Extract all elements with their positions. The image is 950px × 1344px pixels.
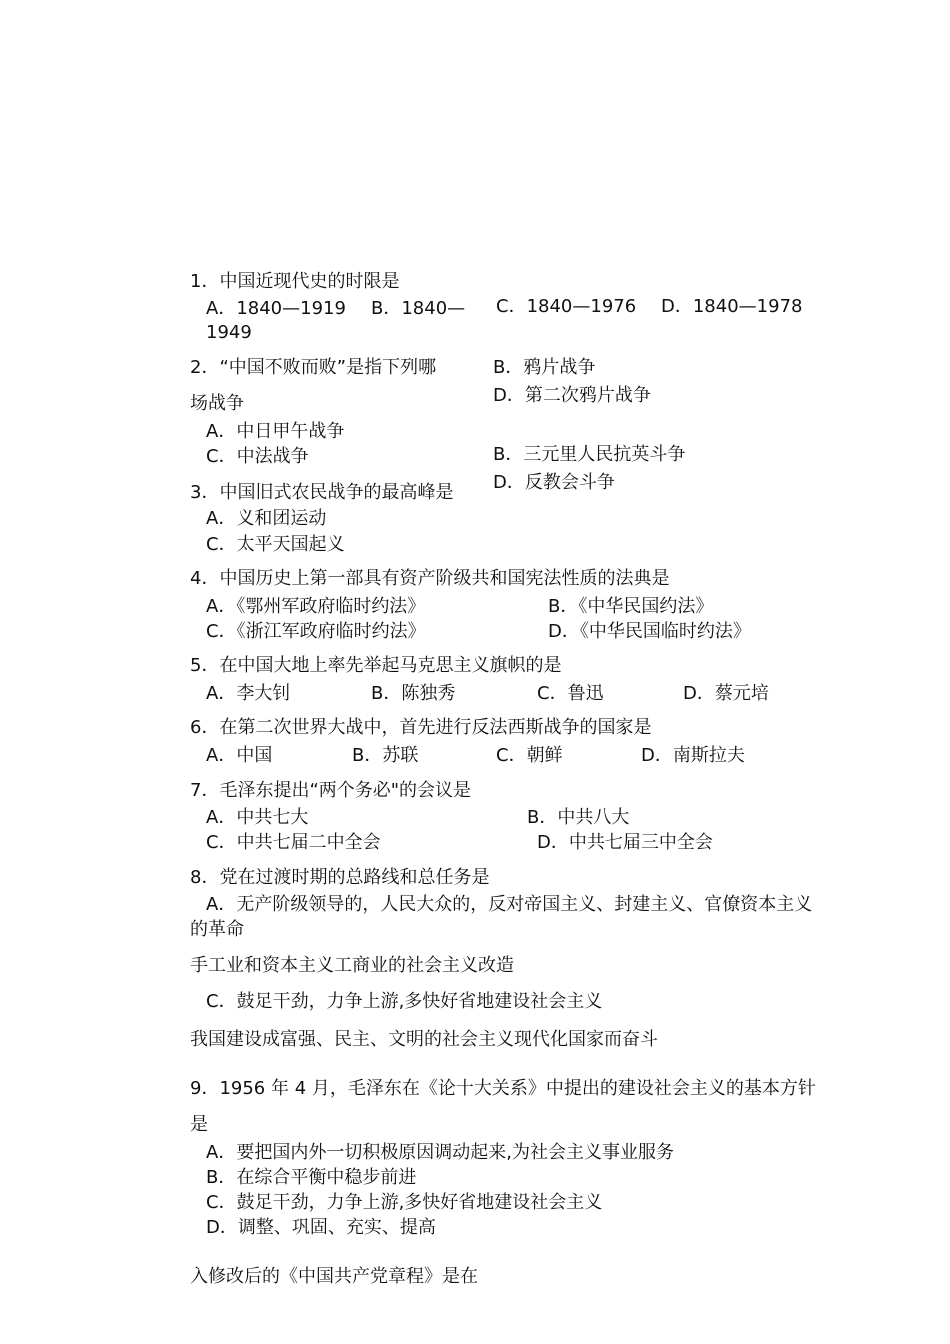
q2-option-c: C．中法战争 [206,446,309,467]
q4-option-a: A．《鄂州军政府临时约法》 [206,596,426,617]
q4-option-c: C．《浙江军政府临时约法》 [206,621,426,642]
q2-option-a: A．中日甲午战争 [206,421,345,442]
q1-option-b: B．1840— [371,298,466,319]
question-5-stem: 5．在中国大地上率先举起马克思主义旗帜的是 [190,655,562,676]
q3-option-b: B．三元里人民抗英斗争 [493,444,686,465]
question-8-stem: 8．党在过渡时期的总路线和总任务是 [190,867,490,888]
q5-option-c: C．鲁迅 [537,683,604,704]
q5-option-d: D．蔡元培 [683,683,769,704]
q7-option-d: D．中共七届三中全会 [537,832,713,853]
q8-option-a-continued: 的革命 [190,919,244,940]
q8-option-a: A．无产阶级领导的，人民大众的，反对帝国主义、封建主义、官僚资本主义 [206,894,813,915]
q6-option-c: C．朝鲜 [496,745,563,766]
q6-option-a: A．中国 [206,745,273,766]
q8-option-b-fragment: 手工业和资本主义工商业的社会主义改造 [190,955,514,976]
q1-option-c: C．1840—1976 [496,296,637,317]
q9-option-c: C．鼓足干劲，力争上游,多快好省地建设社会主义 [206,1192,603,1213]
q4-option-b: B．《中华民国约法》 [548,596,714,617]
question-6-stem: 6．在第二次世界大战中，首先进行反法西斯战争的国家是 [190,717,652,738]
q9-option-b: B．在综合平衡中稳步前进 [206,1167,417,1188]
question-10-stem-fragment: 入修改后的《中国共产党章程》是在 [190,1266,478,1287]
q7-option-b: B．中共八大 [527,807,630,828]
q3-option-c: C．太平天国起义 [206,534,345,555]
q1-option-d: D．1840—1978 [661,296,803,317]
q2-option-b: B．鸦片战争 [493,357,596,378]
question-3-stem: 3．中国旧式农民战争的最高峰是 [190,482,454,503]
question-9-stem: 9．1956 年 4 月，毛泽东在《论十大关系》中提出的建设社会主义的基本方针 [190,1078,816,1099]
q9-option-a: A．要把国内外一切积极原因调动起来,为社会主义事业服务 [206,1142,675,1163]
q6-option-d: D．南斯拉夫 [641,745,745,766]
q8-option-c: C．鼓足干劲，力争上游,多快好省地建设社会主义 [206,991,603,1012]
q7-option-a: A．中共七大 [206,807,309,828]
q9-option-d: D．调整、巩固、充实、提高 [206,1217,436,1238]
q5-option-b: B．陈独秀 [371,683,456,704]
q3-option-d: D．反教会斗争 [493,472,615,493]
question-2-stem-continued: 场战争 [190,393,244,414]
q8-option-d-fragment: 我国建设成富强、民主、文明的社会主义现代化国家而奋斗 [190,1029,658,1050]
question-4-stem: 4．中国历史上第一部具有资产阶级共和国宪法性质的法典是 [190,568,670,589]
q4-option-d: D．《中华民国临时约法》 [548,621,751,642]
q5-option-a: A．李大钊 [206,683,291,704]
q1-option-b-continued: 1949 [206,322,252,343]
question-7-stem: 7．毛泽东提出“两个务必"的会议是 [190,780,472,801]
question-1-stem: 1．中国近现代史的时限是 [190,271,400,292]
q2-option-d: D．第二次鸦片战争 [493,385,651,406]
question-9-stem-continued: 是 [190,1114,208,1135]
q1-option-a: A．1840—1919 [206,298,346,319]
question-2-stem: 2．“中国不败而败”是指下列哪 [190,357,437,378]
q3-option-a: A．义和团运动 [206,508,327,529]
q6-option-b: B．苏联 [352,745,419,766]
q7-option-c: C．中共七届二中全会 [206,832,381,853]
